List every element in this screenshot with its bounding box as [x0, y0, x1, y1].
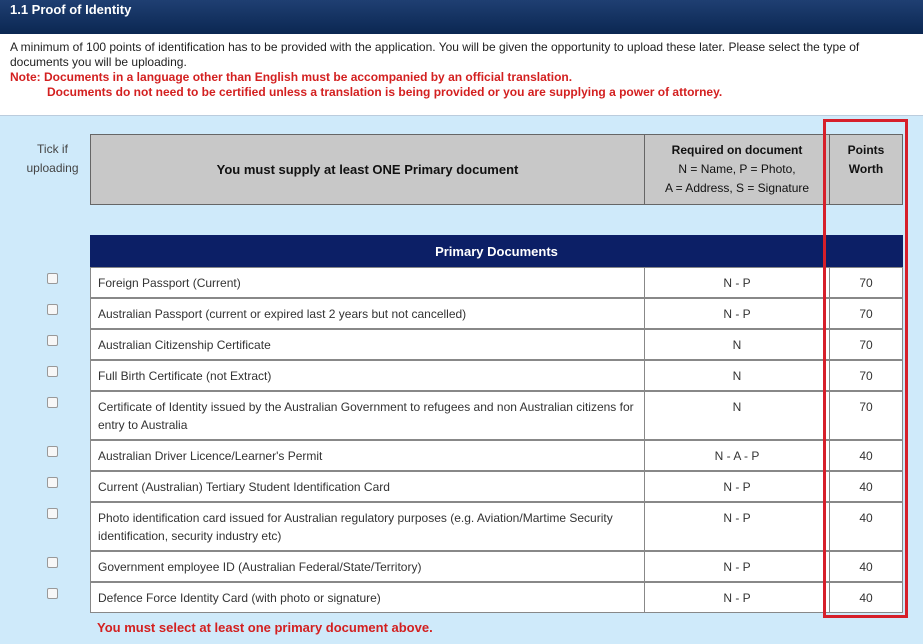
- document-checkbox[interactable]: [47, 588, 58, 599]
- note-certification: Documents do not need to be certified unless a translation is being provided or you are supplying a power of attorney.: [47, 85, 723, 99]
- document-checkbox[interactable]: [47, 335, 58, 346]
- document-points: 40: [829, 551, 903, 582]
- document-checkbox[interactable]: [47, 397, 58, 408]
- required-legend-2: A = Address, S = Signature: [664, 181, 810, 195]
- points-column-header: [829, 134, 903, 205]
- primary-instruction: You must supply at least ONE Primary document: [216, 162, 519, 177]
- required-column-header: [644, 134, 830, 205]
- document-required: N: [644, 360, 830, 391]
- primary-documents-title: Primary Documents: [435, 243, 558, 259]
- document-name: Current (Australian) Tertiary Student Identification Card: [90, 471, 645, 502]
- document-points: 70: [829, 298, 903, 329]
- document-row: [90, 298, 903, 329]
- document-checkbox[interactable]: [47, 304, 58, 315]
- document-name: Defence Force Identity Card (with photo or signature): [90, 582, 645, 613]
- document-name: Government employee ID (Australian Federal/State/Territory): [90, 551, 645, 582]
- document-row: [90, 582, 903, 613]
- points-label-2: Worth: [848, 162, 884, 176]
- document-checkbox[interactable]: [47, 366, 58, 377]
- document-points: 40: [829, 502, 903, 551]
- document-name: Photo identification card issued for Australian regulatory purposes (e.g. Aviation/Martime Security identification, security industry etc): [90, 502, 645, 551]
- document-points: 70: [829, 329, 903, 360]
- document-required: N: [644, 391, 830, 440]
- section-header: [0, 0, 923, 34]
- document-row: [90, 360, 903, 391]
- section-title: 1.1 Proof of Identity: [10, 2, 132, 17]
- document-name: Australian Citizenship Certificate: [90, 329, 645, 360]
- document-name: Australian Driver Licence/Learner's Permit: [90, 440, 645, 471]
- document-points: 70: [829, 267, 903, 298]
- document-points: 40: [829, 440, 903, 471]
- document-required: N - P: [644, 502, 830, 551]
- document-points: 40: [829, 471, 903, 502]
- document-name: Australian Passport (current or expired last 2 years but not cancelled): [90, 298, 645, 329]
- document-checkbox[interactable]: [47, 508, 58, 519]
- document-checkbox[interactable]: [47, 273, 58, 284]
- document-points: 70: [829, 391, 903, 440]
- document-name: Foreign Passport (Current): [90, 267, 645, 298]
- document-row: [90, 267, 903, 298]
- document-checkbox[interactable]: [47, 557, 58, 568]
- document-points: 40: [829, 582, 903, 613]
- document-required: N - P: [644, 471, 830, 502]
- intro-panel: [0, 34, 923, 116]
- required-title: Required on document: [671, 143, 803, 157]
- document-required: N: [644, 329, 830, 360]
- document-required: N - A - P: [644, 440, 830, 471]
- intro-text: A minimum of 100 points of identification has to be provided with the application. You will be given the opportunity to upload these later. Please select the type of documents you will be uploading.: [10, 40, 860, 69]
- document-checkbox[interactable]: [47, 446, 58, 457]
- tick-column-header: [10, 140, 95, 178]
- document-required: N - P: [644, 267, 830, 298]
- document-name: Full Birth Certificate (not Extract): [90, 360, 645, 391]
- document-row: [90, 391, 903, 440]
- tick-label-1: Tick if: [37, 142, 68, 156]
- document-name: Certificate of Identity issued by the Australian Government to refugees and non Australian citizens for entry to Australia: [90, 391, 645, 440]
- document-row: [90, 471, 903, 502]
- required-legend-1: N = Name, P = Photo,: [678, 162, 796, 176]
- primary-instruction-header: [90, 134, 645, 205]
- validation-message: You must select at least one primary document above.: [97, 620, 433, 635]
- note-translation: Note: Documents in a language other than English must be accompanied by an official translation.: [10, 70, 573, 84]
- document-required: N - P: [644, 551, 830, 582]
- document-points: 70: [829, 360, 903, 391]
- primary-documents-header: [90, 235, 903, 267]
- document-row: [90, 551, 903, 582]
- document-row: [90, 329, 903, 360]
- document-row: [90, 440, 903, 471]
- document-required: N - P: [644, 298, 830, 329]
- tick-label-2: uploading: [26, 161, 79, 175]
- points-label-1: Points: [847, 143, 885, 157]
- document-row: [90, 502, 903, 551]
- document-checkbox[interactable]: [47, 477, 58, 488]
- document-required: N - P: [644, 582, 830, 613]
